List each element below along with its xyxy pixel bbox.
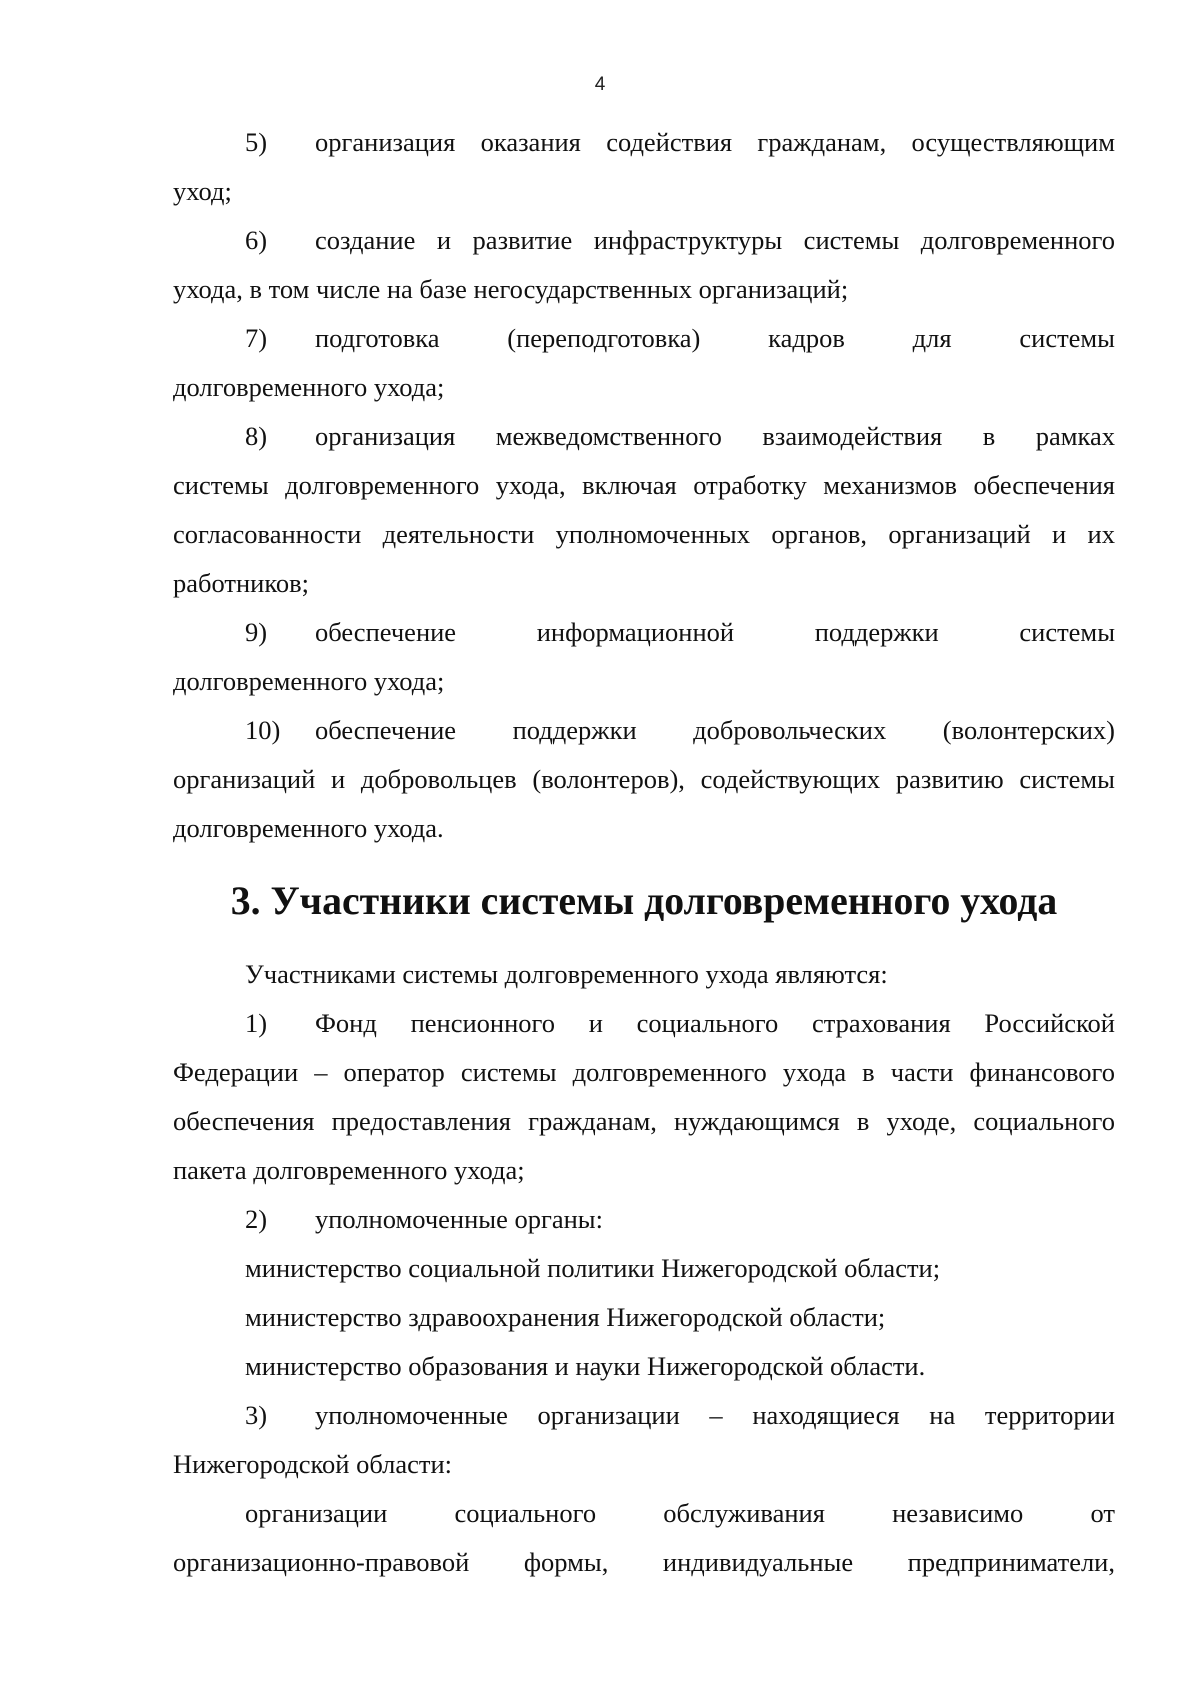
list-item-number: 9) [245,617,268,647]
list-item-continuation: уход; [173,176,232,206]
list-item-text: обеспечение поддержки добровольческих (волонтерских) [315,715,1115,745]
participant-item-number: 1) [245,1008,268,1038]
participant-item [173,999,1115,1195]
participant-item-number: 3) [245,1400,268,1430]
list-item [173,118,1115,216]
list-item-first-line [173,412,1115,461]
list-item-continuation: системы долговременного ухода, включая отработку механизмов обеспечения согласованности деятельности уполномоченных органов, организаций и их работников; [173,470,1115,598]
list-item [173,412,1115,608]
list-item-number: 5) [245,127,268,157]
list-item [173,216,1115,314]
participant-item-first-line [173,999,1115,1048]
section-intro: Участниками системы долговременного ухода являются: [245,959,888,989]
organ-line: министерство здравоохранения Нижегородской области; [245,1302,886,1332]
list-item-text: подготовка (переподготовка) кадров для системы [315,323,1115,353]
organ-line: министерство образования и науки Нижегородской области. [245,1351,926,1381]
participant-item-continuation: Нижегородской области: [173,1449,453,1479]
list-item [173,314,1115,412]
list-item-text: организация оказания содействия гражданам, осуществляющим [315,127,1115,157]
list-item [173,608,1115,706]
list-item-first-line [173,216,1115,265]
participant-item-text: уполномоченные организации – находящиеся на территории [315,1400,1115,1430]
list-item-number: 10) [245,715,281,745]
list-item-continuation: ухода, в том числе на базе негосударственных организаций; [173,274,849,304]
list-item-text: организация межведомственного взаимодействия в рамках [315,421,1115,451]
document-body [173,118,1115,1587]
list-item-text: обеспечение информационной поддержки системы [315,617,1115,647]
section-heading: 3. Участники системы долговременного ухода [230,879,1058,923]
list-item-continuation: организаций и добровольцев (волонтеров), содействующих развитию системы долговременного ухода. [173,764,1115,843]
list-item-number: 7) [245,323,268,353]
participant-item-first-line [173,1195,1115,1244]
page-number: 4 [594,74,606,95]
list-item-first-line [173,608,1115,657]
organ-line: министерство социальной политики Нижегородской области; [245,1253,941,1283]
list-item-number: 6) [245,225,268,255]
organizations-paragraph-second-line: организационно-правовой формы, индивидуальные предприниматели, [173,1547,1115,1577]
participant-item [173,1195,1115,1244]
list-item [173,706,1115,853]
participant-item-number: 2) [245,1204,268,1234]
list-item-first-line [173,118,1115,167]
organizations-paragraph-first-line: организации социального обслуживания независимо от [245,1498,1115,1528]
list-item-number: 8) [245,421,268,451]
list-item-text: создание и развитие инфраструктуры системы долговременного [315,225,1115,255]
participant-item-continuation: Федерации – оператор системы долговременного ухода в части финансового обеспечения предоставления гражданам, нуждающимся в уходе, социального пакета долговременного ухода; [173,1057,1115,1185]
list-item-continuation: долговременного ухода; [173,666,445,696]
list-item-first-line [173,314,1115,363]
list-item-first-line [173,706,1115,755]
participant-item [173,1391,1115,1489]
participant-item-text: уполномоченные органы: [315,1204,603,1234]
list-item-continuation: долговременного ухода; [173,372,445,402]
participant-item-text: Фонд пенсионного и социального страхования Российской [315,1008,1115,1038]
participant-item-first-line [173,1391,1115,1440]
